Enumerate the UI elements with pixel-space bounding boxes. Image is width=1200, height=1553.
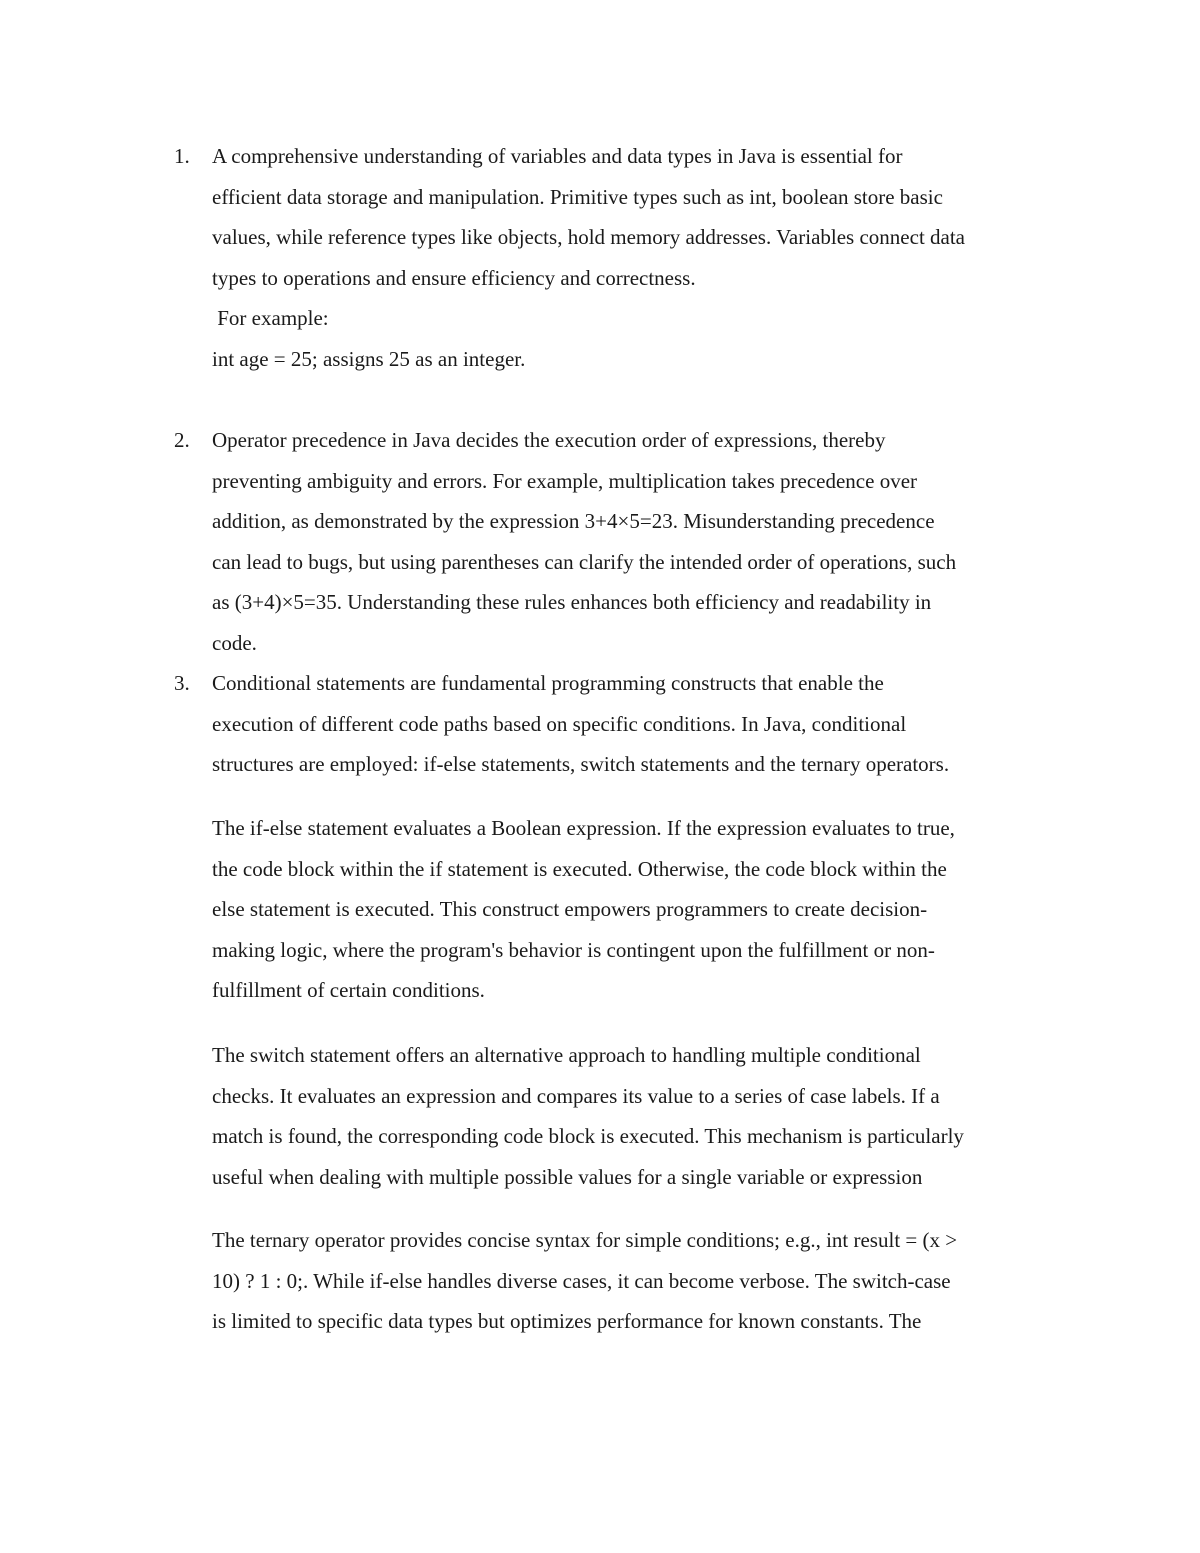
text-line: The if-else statement evaluates a Boolean expression. If the expression evaluates to true, <box>212 816 955 840</box>
text-line: values, while reference types like objects, hold memory addresses. Variables connect data <box>212 225 966 250</box>
list-item-text <box>212 136 1064 380</box>
text-line: Conditional statements are fundamental programming constructs that enable the <box>212 671 884 695</box>
text-line: fulfillment of certain conditions. <box>212 978 485 1003</box>
text-line: The switch statement offers an alternative approach to handling multiple conditional <box>212 1043 921 1067</box>
text-line: else statement is executed. This construct empowers programmers to create decision- <box>212 897 928 922</box>
text-line: Operator precedence in Java decides the execution order of expressions, thereby <box>212 428 886 452</box>
text-line: The ternary operator provides concise syntax for simple conditions; e.g., int result = (x > <box>212 1228 958 1252</box>
text-line: types to operations and ensure efficiency and correctness. <box>212 265 696 290</box>
text-line: 10) ? 1 : 0;. While if-else handles diverse cases, it can become verbose. The switch-case <box>212 1268 951 1293</box>
text-line: preventing ambiguity and errors. For example, multiplication takes precedence over <box>212 468 918 493</box>
code-example: int age = 25; assigns 25 as an integer. <box>212 346 526 371</box>
list-number: 3. <box>174 671 190 695</box>
text-line: as (3+4)×5=35. Understanding these rules enhances both efficiency and readability in <box>212 590 932 615</box>
text-line: checks. It evaluates an expression and compares its value to a series of case labels. If a <box>212 1083 940 1108</box>
text-line: structures are employed: if-else statements, switch statements and the ternary operators. <box>212 752 950 777</box>
ternary-paragraph <box>212 1220 1064 1342</box>
switch-paragraph <box>212 1035 1064 1197</box>
text-line: match is found, the corresponding code block is executed. This mechanism is particularly <box>212 1124 964 1149</box>
text-line: code. <box>212 630 257 655</box>
list-item-text <box>212 420 1064 664</box>
text-line: can lead to bugs, but using parentheses can clarify the intended order of operations, such <box>212 549 957 574</box>
text-line: making logic, where the program's behavior is contingent upon the fulfillment or non- <box>212 937 935 962</box>
list-number: 2. <box>174 428 190 452</box>
text-line: is limited to specific data types but optimizes performance for known constants. The <box>212 1309 922 1334</box>
text-line: the code block within the if statement is executed. Otherwise, the code block within the <box>212 856 947 881</box>
text-line: A comprehensive understanding of variables and data types in Java is essential for <box>212 144 903 168</box>
text-line: efficient data storage and manipulation. Primitive types such as int, boolean store basic <box>212 184 943 209</box>
example-label: For example: <box>212 306 329 331</box>
text-line: execution of different code paths based on specific conditions. In Java, conditional <box>212 711 907 736</box>
text-line: addition, as demonstrated by the expression 3+4×5=23. Misunderstanding precedence <box>212 509 935 534</box>
text-line: useful when dealing with multiple possible values for a single variable or expression <box>212 1164 923 1189</box>
list-number: 1. <box>174 144 190 168</box>
intro-paragraph <box>212 663 1064 785</box>
ifelse-paragraph <box>212 808 1064 1011</box>
